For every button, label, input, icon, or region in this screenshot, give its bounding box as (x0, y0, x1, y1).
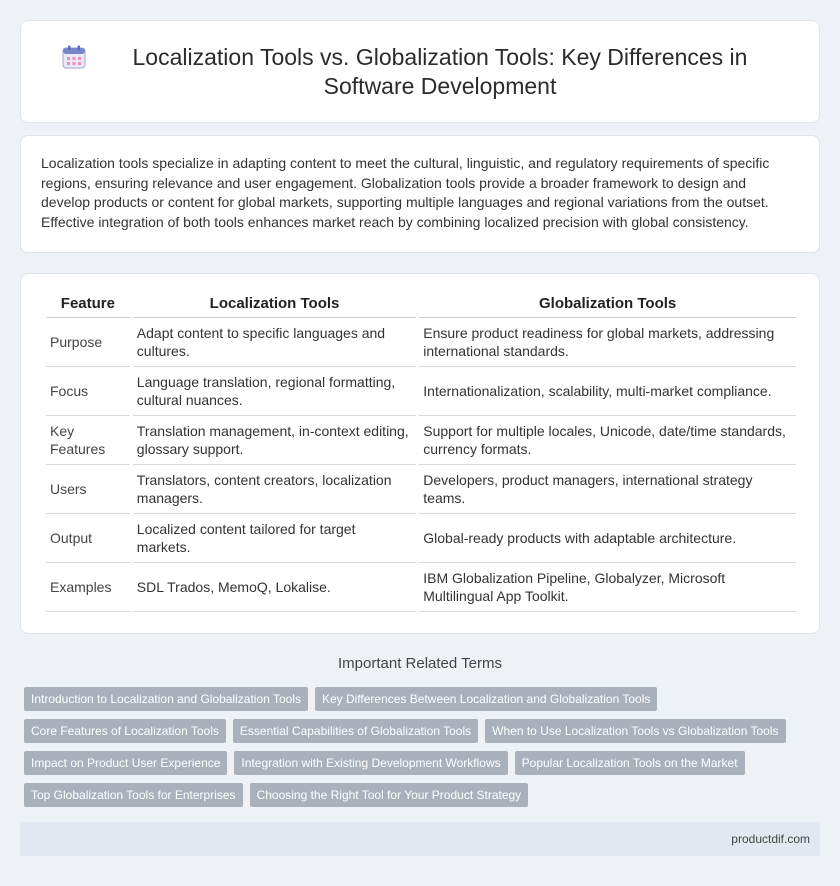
related-term-tag[interactable]: Essential Capabilities of Globalization Tools (233, 719, 478, 743)
globalization-cell: Support for multiple locales, Unicode, date/time standards, currency formats. (419, 416, 796, 465)
header-feature: Feature (46, 290, 130, 318)
localization-cell: Translation management, in-context editing, glossary support. (133, 416, 416, 465)
table-row (46, 514, 796, 563)
table-row (46, 563, 796, 612)
footer-site-link[interactable]: productdif.com (731, 832, 810, 846)
related-term-tag[interactable]: Introduction to Localization and Globalization Tools (24, 687, 308, 711)
intro-card (20, 135, 820, 253)
localization-cell: Localized content tailored for target markets. (133, 514, 416, 563)
intro-text: Localization tools specialize in adapting content to meet the cultural, linguistic, and regulatory requirements of specific regions, ensuring relevance and user engagement. Globalization tools provide a broader framework to design and develop products or content for global markets, supporting multiple languages and regional variations from the outset. Effective integration of both tools enhances market reach by combining localized precision with global consistency. (41, 155, 770, 230)
feature-cell: Purpose (46, 318, 130, 367)
localization-cell: Language translation, regional formatting, cultural nuances. (133, 367, 416, 416)
globalization-cell: Global-ready products with adaptable architecture. (419, 514, 796, 563)
localization-cell: Adapt content to specific languages and cultures. (133, 318, 416, 367)
feature-cell: Key Features (46, 416, 130, 465)
globalization-cell: Internationalization, scalability, multi-market compliance. (419, 367, 796, 416)
localization-cell: Translators, content creators, localization managers. (133, 465, 416, 514)
globalization-cell: Ensure product readiness for global markets, addressing international standards. (419, 318, 796, 367)
localization-cell: SDL Trados, MemoQ, Lokalise. (133, 563, 416, 612)
globalization-cell: Developers, product managers, international strategy teams. (419, 465, 796, 514)
title-card (20, 20, 820, 123)
page-title: Localization Tools vs. Globalization Tools: Key Differences in Software Development (132, 43, 748, 99)
header-globalization: Globalization Tools (419, 290, 796, 318)
feature-cell: Examples (46, 563, 130, 612)
related-term-tag[interactable]: Key Differences Between Localization and Globalization Tools (315, 687, 657, 711)
table-row (46, 367, 796, 416)
related-term-tag[interactable]: Popular Localization Tools on the Market (515, 751, 745, 775)
related-term-tag[interactable]: Choosing the Right Tool for Your Product Strategy (250, 783, 529, 807)
footer (20, 822, 820, 856)
feature-cell: Focus (46, 367, 130, 416)
related-term-tag[interactable]: Impact on Product User Experience (24, 751, 227, 775)
table-row (46, 465, 796, 514)
related-term-tag[interactable]: Integration with Existing Development Workflows (234, 751, 507, 775)
header-localization: Localization Tools (133, 290, 416, 318)
related-term-tag[interactable]: When to Use Localization Tools vs Globalization Tools (485, 719, 785, 743)
table-row (46, 416, 796, 465)
feature-cell: Users (46, 465, 130, 514)
related-term-tag[interactable]: Core Features of Localization Tools (24, 719, 226, 743)
table-row (46, 318, 796, 367)
feature-cell: Output (46, 514, 130, 563)
comparison-card (20, 273, 820, 634)
comparison-table (43, 290, 799, 612)
calendar-icon (61, 44, 87, 70)
related-term-tag[interactable]: Top Globalization Tools for Enterprises (24, 783, 243, 807)
globalization-cell: IBM Globalization Pipeline, Globalyzer, Microsoft Multilingual App Toolkit. (419, 563, 796, 612)
related-terms-list (24, 687, 816, 815)
related-terms-heading: Important Related Terms (338, 655, 502, 672)
table-header-row (46, 290, 796, 318)
